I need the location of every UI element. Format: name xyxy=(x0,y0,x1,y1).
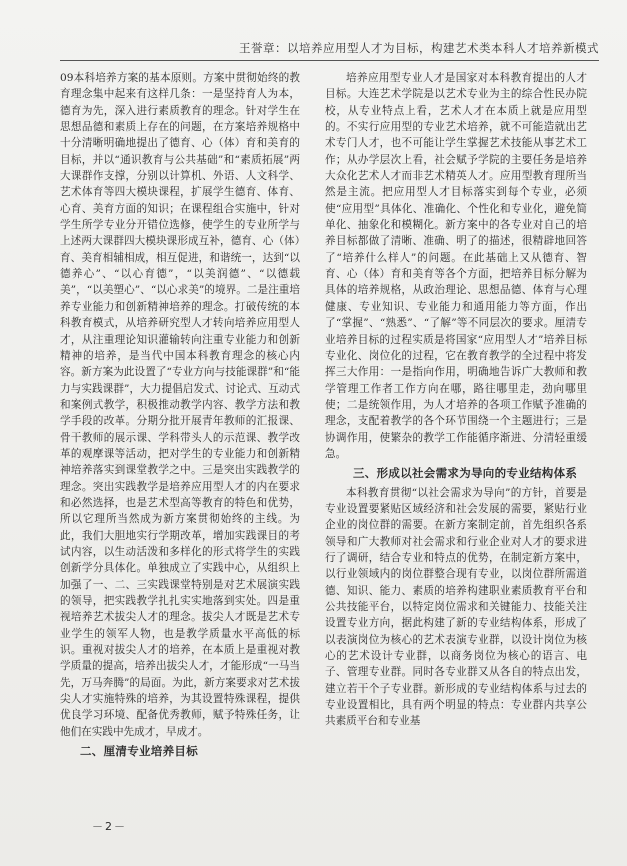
left-column xyxy=(60,70,300,762)
section-heading-3: 三、形成以社会需求为导向的专业结构体系 xyxy=(353,466,578,481)
running-head: 王誉章：以培养应用型人才为目标，构建艺术类本科人才培养新模式 xyxy=(239,41,599,55)
section-heading-2: 二、厘清专业培养目标 xyxy=(80,744,198,759)
header-rule xyxy=(60,60,599,61)
right-column xyxy=(325,70,587,730)
right-body-paragraph-2: 本科教育贯彻“以社会需求为导向”的方针，首要是专业设置要紧贴区域经济和社会发展的需要，紧贴行业企业的岗位群的需要。在新方案制定前，首先组织各系领导和广大教师对社会需求和行业企业对人才的要求进行了调研，结合专业和特点的优势，在制定新方案中，以行业领域内的岗位群整合现有专业，以岗位群所需道德、知识、能力、素质的培养构建职业素质教育平台和公共技能平台，以特定岗位需求和关键能力、技能关注设置专业方向，据此构建了新的专业结构体系，形成了以表演岗位为核心的艺术表演专业群，以设计岗位为核心的艺术设计专业群，以商务岗位为核心的语言、电子、管理专业群。同时各专业群又从各自的特点出发，建立若干个子专业群。新形成的专业结构体系与过去的专业设置相比，具有两个明显的特点：专业群内共享公共素质平台和专业基 xyxy=(325,486,587,728)
right-body-paragraph-1: 培养应用型专业人才是国家对本科教育提出的人才目标。大连艺术学院是以艺术专业为主的综合性民办院校，从专业特点上看，艺术人才在本质上就是应用型的。不实行应用型的专业艺术培养，就不可能造就出艺术专门人才，也不可能让学生掌握艺术技能从事艺术工作；从办学层次上看，社会赋予学院的主要任务是培养大众化艺术人才而非艺术精英人才。应用型教育理所当然是主流。把应用型人才目标落实到每个专业，必须使“应用型”具体化、准确化、个性化和专业化，避免简单化、抽象化和模糊化。新方案中的各专业对自己的培养目标都做了清晰、准确、明了的描述，很精辟地回答了“培养什么样人”的问题。在此基础上又从德育、智育、心（体）育和美育等各个方面，把培养目标分解为具体的培养规格，从政治理论、思想品德、体育与心理健康、专业知识、专业能力和通用能力等方面，作出了“掌握”、“熟悉”、“了解”等不同层次的要求。厘清专业培养目标的过程实质是将国家“应用型人才”培养目标专业化、岗位化的过程，它在教育教学的全过程中将发挥三大作用：一是指向作用，明确地告诉广大教师和教学管理工作者工作方向在哪，路往哪里走，劲向哪里使；二是统领作用，为人才培养的各项工作赋予准确的理念，支配着教学的各个环节围绕一个主题进行；三是协调作用，使繁杂的教学工作能循序渐进、分清轻重缓急。 xyxy=(325,72,587,460)
left-body-paragraph: 09本科培养方案的基本原则。方案中贯彻始终的教育理念集中起来有这样几条：一是坚持育人为本，德育为先，深入进行素质教育的理念。针对学生在思想品德和素质上存在的问题，在方案培养规格中十分清晰明确地提出了德育、心（体）育和美育的目标，并以“通识教育与公共基础”和“素质拓展”两大课群作支撑，分别以计算机、外语、人文科学、艺术体育等四大模块课程，扩展学生德育、体育、心育、美育方面的知识；在课程组合实施中，针对学生所学专业分开错位选修，使学生的专业所学与上述两大课群四大模块课形成互补，德育、心（体）育、美育相辅相成，相互促进，和谐统一，达到“以德养心”、“以心育德”，“以美润德”、“以德载美”，“以美塑心”、“以心求美”的境界。二是注重培养专业能力和创新精神培养的理念。打破传统的本科教育模式，从培养研究型人才转向培养应用型人才，从注重理论知识灌输转向注重专业能力和创新精神的培养，是当代中国本科教育理念的核心内容。新方案为此设置了“专业方向与技能课群”和“能力与实践课群”，大力提倡启发式、讨论式、互动式和案例式教学，积极推动教学内容、教学方法和教学手段的改革。分期分批开展青年教师的汇报课、骨干教师的展示课、学科带头人的示范课、教学改革的观摩课等活动，把对学生的专业能力和创新精神培养落实到课堂教学之中。三是突出实践教学的理念。突出实践教学是培养应用型人才的内在要求和必然选择，也是艺术型高等教育的特色和优势，所以它理所当然成为新方案贯彻始终的主线。为此，我们大胆地实行学期改革，增加实践课目的考试内容，以生动活泼和多样化的形式将学生的实践创新学分具体化。单独成立了实践中心，从组织上加强了一、二、三实践课堂特别是对艺术展演实践的领导，把实践教学扎扎实实地落到实处。四是重视培养艺术拔尖人才的理念。拔尖人才既是艺术专业学生的领军人物，也是教学质量水平高低的标识。重视对拔尖人才的培养，在本质上是重视对教学质量的提高，培养出拔尖人才，才能形成“一马当先，万马奔腾”的局面。为此，新方案要求对艺术拔尖人才实施特殊的培养，为其设置特殊课程，提供优良学习环境、配备优秀教师，赋予特殊任务，让他们在实践中先成才，早成才。 xyxy=(60,72,300,738)
page-number: －2－ xyxy=(92,820,127,833)
